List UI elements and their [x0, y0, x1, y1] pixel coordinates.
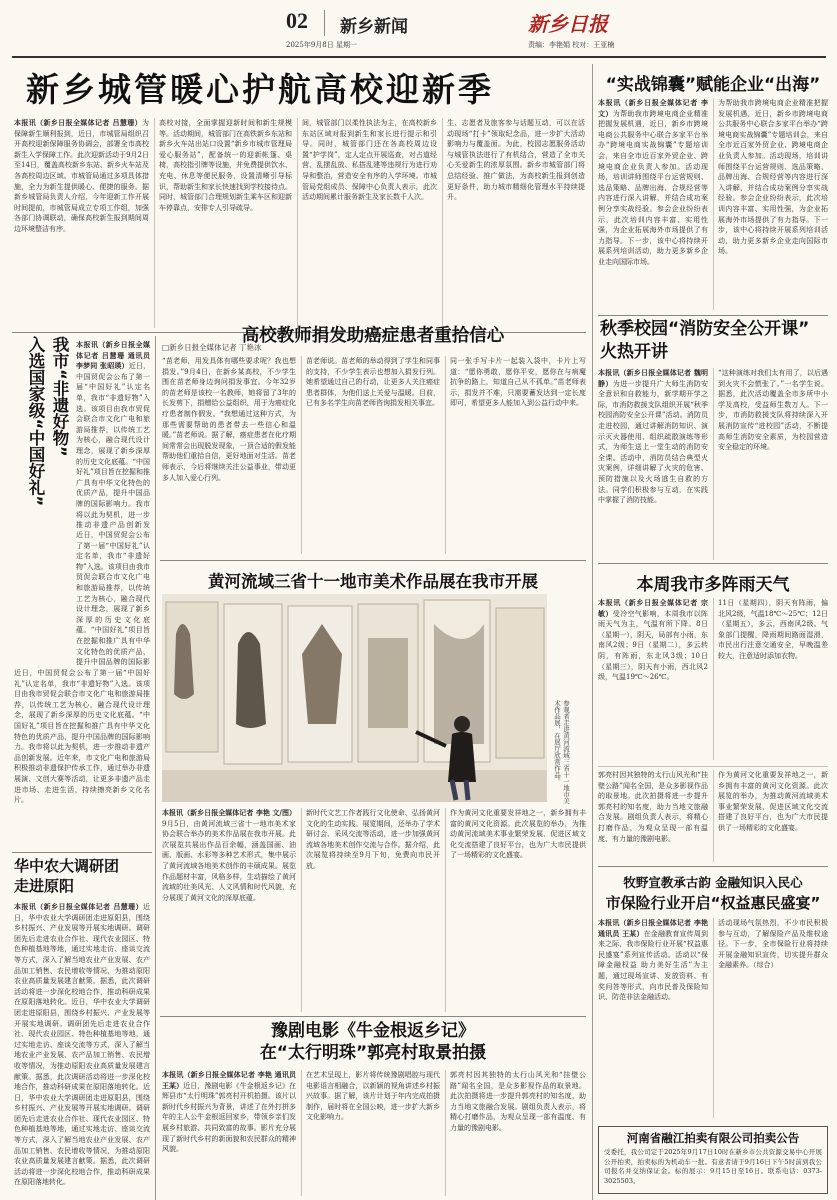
safety-headline-line-2: 火热开讲	[600, 342, 668, 362]
section-rule	[598, 866, 828, 867]
photo-caption: 参观者走进黄河流域三省十一地市美术作品展，在展厅欣赏作品。	[553, 700, 570, 804]
cancer-headline: 高校教师捐发助癌症患者重拾信心	[241, 326, 505, 346]
page-number: 02	[286, 8, 308, 33]
safety-byline: 本报讯（新乡日报全媒体记者 魏明静）	[598, 368, 708, 388]
safety-headline-line-1: 秋季校园“消防安全公开课”	[600, 319, 810, 339]
masthead	[0, 0, 837, 62]
intangible-col-3: 近日，中国贸促会公布了第一届“中国好礼”认定名单，我市“非遗好物”入选。该项目由我市贸促会联合市文化广电和旅游局推荐，以传统工艺为核心，融合现代设计理念，展现了新乡深厚的历史文化底蕴。“中国好礼”项目旨在挖掘和推广具有中华文化特色的优质产品，提升中国品牌的国际影响力。我市将以此为契机，进一步推动非遗产品创新发展。近年来，市文化广电和旅游局积极推动非遗保护传承工作，通过举办非遗展演、文创大赛等活动，让更多非遗产品走进市场、走进生活，持续擦亮新乡文化名片。	[14, 669, 150, 805]
huanong-body: 本报讯（新乡日报全媒体记者 吕慧珊）近日，华中农业大学调研团走进原阳县，围绕乡村振兴、产业发展等开展实地调研。调研团先后走进农业合作社、现代农业园区、特色种植基地等地，通过实地走访、座谈交流等方式，深入了解当地农业产业发展、农产品加工销售、农民增收等情况，为推动原阳农业高质量发展建言献策。据悉，此次调研活动将进一步深化校地合作，推动科研成果在原阳落地转化。近日，华中农业大学调研团走进原阳县，围绕乡村振兴、产业发展等开展实地调研。调研团先后走进农业合作社、现代农业园区、特色种植基地等地，通过实地走访、座谈交流等方式，深入了解当地农业产业发展、农产品加工销售、农民增收等情况，为推动原阳农业高质量发展建言献策。据悉，此次调研活动将进一步深化校地合作，推动科研成果在原阳落地转化。近日，华中农业大学调研团走进原阳县，围绕乡村振兴、产业发展等开展实地调研。调研团先后走进农业合作社、现代农业园区、特色种植基地等地，通过实地走访、座谈交流等方式，深入了解当地农业产业发展、农产品加工销售、农民增收等情况，为推动原阳农业高质量发展建言献策。据悉，此次调研活动将进一步深化校地合作，推动科研成果在原阳落地转化。	[14, 902, 150, 1187]
cancer-col-2: 苗老师说。苗老师的举动得到了学生和同事的支持，不少学生表示也想加入捐发行列。她希望通过自己的行动，让更多人关注癌症患者群体，为他们送上关爱与温暖。目前，已有多名学生向苗老师咨询捐发相关事宜。	[306, 357, 440, 408]
exhibition-photo	[162, 594, 547, 802]
section-rule	[598, 766, 828, 767]
drama-headline-line-1: 豫剧电影《牛金根返乡记》	[271, 1021, 475, 1041]
lead-headline: 新乡城管暖心护航高校迎新季	[26, 70, 494, 109]
intangible-headline-line-2: 入选国家级“中国好礼”	[26, 336, 45, 507]
drama-col-1: 本报讯（新乡日报全媒体记者 李艳 通讯员 王某）近日，豫剧电影《牛金根返乡记》在辉县市“太行明珠”郭亮村开机拍摄。该片以新时代乡村振兴为背景，讲述了在外打拼多年的主人公牛金根返回家乡，带领乡亲们发展乡村旅游、共同致富的故事。影片充分展现了新时代乡村的新面貌和农民群众的精神风貌。	[162, 1070, 296, 1154]
drama-byline: 本报讯（新乡日报全媒体记者 李艳 通讯员 王某）	[162, 1070, 296, 1090]
huanong-byline: 本报讯（新乡日报全媒体记者 吕慧珊）	[14, 902, 143, 911]
auction-notice	[598, 1126, 828, 1194]
section-title: 新乡新闻	[340, 17, 408, 37]
consumer-col-1: 本报讯（新乡日报全媒体记者 李文）为帮助我市跨境电商企业精准把握发展机遇，近日，新乡市跨境电商公共服务中心联合多家平台举办“跨境电商实战锦囊”专题培训会，来自全市近百家外贸企业、跨境电商企业负责人参加。活动现场，培训讲师围绕平台运营规则、选品策略、品牌出海、合规经营等内容进行深入讲解，并结合成功案例分享实战经验。参会企业纷纷表示，此次培训内容丰富、实用性强，为企业拓展海外市场提供了有力指导。下一步，该中心将持续开展系列培训活动，助力更多新乡企业走向国际市场。	[598, 98, 708, 266]
lead-col-4: 生、志愿者及旅客参与话题互动，可以在活动现场“打卡”领取纪念品，进一步扩大活动影响力与覆盖面。为此，校园志愿服务活动与城管执法进行了有机结合，营造了全市关心关爱新生的浓厚氛围。新乡市城管部门将总结经验、推广做法，为高校新生报到创造更好条件，助力城市精细化管理水平持续提升。	[447, 119, 585, 202]
financial-headline-line-2: 市保险行业开启“权益惠民盛宴”	[605, 894, 821, 912]
huanong-headline-line-1: 华中农大调研团	[14, 857, 120, 875]
consumer-headline: “实战锦囊”赋能企业“出海”	[605, 75, 821, 95]
intangible-headline-line-1: 我市“非遗好物”	[50, 336, 69, 457]
art-col-3: 作为黄河文化重要发祥地之一，新乡拥有丰富的黄河文化资源。此次展览的举办，为推动黄河流域美术事业繁荣发展、促进区域文化交流搭建了良好平台，也为广大市民提供了一场精彩的文化盛宴。	[450, 809, 586, 860]
editor-line: 责编：李艳娟 校对：王亚楠	[528, 41, 615, 49]
safety-col-1: 本报讯（新乡日报全媒体记者 魏明静）为进一步提升广大师生消防安全意识和自救能力，新学期开学之际，市消防救援支队组织开展“秋季校园消防安全公开课”活动。消防员走进校园，通过讲解消防知识、演示灭火器使用、组织疏散演练等形式，为师生送上一堂生动的消防安全课。活动中，消防员结合典型火灾案例，详细讲解了火灾的危害、预防措施以及火场逃生自救的方法。同学们积极参与互动，在实践中掌握了消防技能。	[598, 368, 708, 505]
column-rule	[713, 770, 714, 862]
intangible-byline: 本报讯（新乡日报全媒体记者 吕慧珊 通讯员 李梦同 张昭瑛）	[76, 340, 150, 371]
column-rule	[442, 118, 443, 328]
header-rule	[12, 56, 826, 58]
column-rule	[445, 808, 446, 1012]
art-col-2: 新时代文艺工作者践行文化使命、弘扬黄河文化的生动实践。展览期间，还举办了学术研讨会、采风交流等活动，进一步加强黄河流域各地美术创作交流与合作。据介绍，此次展览将持续至9月下旬，免费向市民开放。	[306, 809, 440, 870]
intangible-col-2: 近日，中国贸促会公布了第一届“中国好礼”认定名单，我市“非遗好物”入选。该项目由我市贸促会联合市文化广电和旅游局推荐，以传统工艺为核心，融合现代设计理念，展现了新乡深厚的历史文化底蕴。“中国好礼”项目旨在挖掘和推广具有中华文化特色的优质产品，提升中国品牌的国际影	[76, 531, 150, 667]
column-rule	[301, 1070, 302, 1196]
weather-col-1: 本报讯（新乡日报全媒体记者 宗敏）受冷空气影响，本周我市以阵雨天气为主，气温有所下降。8日（星期一），阴天，局部有小雨，东南风2级；9日（星期二），多云转阴，有阵雨，东北风3级；10日（星期三），阴天有小雨，西北风2级，气温19℃～26℃。	[598, 598, 708, 682]
lead-col-3: 间，城管部门以柔性执法为主，在高校新乡东站区域对报到新生和家长进行提示和引导。同时，城管部门还在各高校周边设置“护学岗”，定人定点开展巡查，对占道经营、乱摆乱放、私搭乱建等违规行为进行劝导和整治，营造安全有序的入学环境。市城管局党组成员、保障中心负责人表示，此次活动期间累计服务新生及家长数千人次。	[302, 119, 437, 202]
cancer-col-3: 同一张手写卡片一起装入袋中，卡片上写道：“愿你勇敢，愿你平安，愿你在与病魔抗争的路上，知道自己从不孤单。”苗老师表示，捐发并不难，只需要蓄发达到一定长度即可，希望更多人能加入到公益行动中来。	[450, 357, 586, 408]
section-rule	[160, 1016, 586, 1017]
drama-headline	[160, 1020, 586, 1064]
header-divider	[324, 10, 325, 36]
column-rule	[713, 98, 714, 310]
column-rule	[713, 918, 714, 1118]
auction-title: 河南省融江拍卖有限公司拍卖公告	[626, 1131, 800, 1145]
lead-col-2: 高校对接，全面掌握迎新时间和新生规模等。活动期间，城管部门在高铁新乡东站和新乡火车站出站口设置“新乡市城市管理局爱心服务站”，配备统一的迎新帐篷、桌椅，高校指引牌等设施，并免费提供饮水、充电、休息等便民服务，设置清晰引导标识，帮助新生和家长快速找到学校接待点。同时，城管部门合理规划新生乘车区和迎新车停靠点，安排专人引导疏导。	[159, 119, 292, 212]
column-rule	[445, 1070, 446, 1196]
column-rule	[155, 336, 156, 1200]
intangible-col-1: 本报讯（新乡日报全媒体记者 吕慧珊 通讯员 李梦同 张昭瑛）近日，中国贸促会公布了第一届“中国好礼”认定名单，我市“非遗好物”入选。该项目由我市贸促会联合市文化广电和旅游局推荐，以传统工艺为核心，融合现代设计理念，展现了新乡深厚的历史文化底蕴。“中国好礼”项目旨在挖掘和推广具有中华文化特色的优质产品，提升中国品牌的国际影响力。我市将以此为契机，进一步推动非遗产品创新发	[76, 340, 150, 530]
right-column-rule	[592, 64, 593, 1200]
column-rule	[297, 118, 298, 328]
financial-headline-line-1: 牧野宣教承古韵 金融知识入民心	[623, 875, 803, 890]
continuation-col-2: 作为黄河文化重要发祥地之一，新乡拥有丰富的黄河文化资源。此次展览的举办，为推动黄河流域美术事业繁荣发展、促进区域文化交流搭建了良好平台，也为广大市民提供了一场精彩的文化盛宴。	[718, 771, 828, 832]
column-rule	[154, 118, 155, 328]
continuation-col-1: 郭亮村因其独特的太行山风光和“挂壁公路”闻名全国，是众多影视作品的取景地。此次拍摄将进一步提升郭亮村的知名度，助力当地文旅融合发展。剧组负责人表示，将精心打磨作品，为观众呈现一部有温度、有力量的豫剧电影。	[598, 771, 708, 843]
huanong-headline-line-2: 走进原阳	[14, 877, 75, 895]
column-rule	[301, 356, 302, 554]
safety-col-2: “这种演练对我们太有用了，以后遇到火灾不会慌张了。”一名学生说。据悉，此次活动覆盖全市多所中小学及高校，受益师生数万人。下一步，市消防救援支队将持续深入开展消防宣传“进校园”活动，不断提高师生消防安全素质，为校园营造安全稳定的环境。	[718, 369, 828, 452]
art-headline: 黄河流域三省十一地市美术作品展在我市开展	[208, 572, 538, 591]
financial-byline: 本报讯（新乡日报全媒体记者 李艳 通讯员 王某）	[598, 918, 708, 938]
column-rule	[713, 598, 714, 760]
huanong-headline	[14, 856, 152, 896]
date-line: 2025年9月8日 星期一	[286, 41, 357, 49]
consumer-col-2: 为帮助我市跨境电商企业精准把握发展机遇，近日，新乡市跨境电商公共服务中心联合多家平台举办“跨境电商实战锦囊”专题培训会，来自全市近百家外贸企业、跨境电商企业负责人参加。活动现场，培训讲师围绕平台运营规则、选品策略、品牌出海、合规经营等内容进行深入讲解，并结合成功案例分享实战经验。参会企业纷纷表示，此次培训内容丰富、实用性强，为企业拓展海外市场提供了有力指导。下一步，该中心将持续开展系列培训活动，助力更多新乡企业走向国际市场。	[718, 99, 828, 256]
cancer-byline: □新乡日报全媒体记者 丁艳冰	[162, 343, 262, 352]
drama-headline-line-2: 在“太行明珠”郭亮村取景拍摄	[259, 1043, 487, 1063]
weather-byline: 本报讯（新乡日报全媒体记者 宗敏）	[598, 598, 708, 618]
drama-col-3: 郭亮村因其独特的太行山风光和“挂壁公路”闻名全国，是众多影视作品的取景地。此次拍摄将进一步提升郭亮村的知名度，助力当地文旅融合发展。剧组负责人表示，将精心打磨作品，为观众呈现一部有温度、有力量的豫剧电影。	[450, 1071, 586, 1132]
financial-col-2: 活动现场气氛热烈，不少市民积极参与互动，了解保险产品及维权途径。下一步，全市保险行业将持续开展金融知识宣传，切实提升群众金融素养。（综合）	[718, 919, 828, 970]
financial-headline	[600, 872, 826, 914]
lead-col-1: 本报讯（新乡日报全媒体记者 吕慧珊）为保障新生顺利报到，近日，市城管局组织召开高校迎新保障服务协调会，部署全市高校新生入学保障工作。此次迎新活动于9月2日至14日，覆盖高校新乡东站、新乡火车站及各高校周边区域。市城管局通过多项具体措施，全力为新生提供暖心、便捷的服务。据新乡城管局负责人介绍，今年迎新工作开展时间提前，市城管局成立专项工作组，加强各部门协调联动，确保高校新生报到期间周边环境整洁有序。	[14, 118, 149, 233]
lead-byline: 本报讯（新乡日报全媒体记者 吕慧珊）	[14, 118, 142, 127]
intangible-headline	[12, 336, 70, 576]
column-rule	[713, 368, 714, 560]
section-rule	[12, 852, 152, 853]
financial-col-1: 本报讯（新乡日报全媒体记者 李艳 通讯员 王某）在金融教育宣传周到来之际，我市保险行业开展“权益惠民盛宴”系列宣传活动。活动以“保障金融权益 助力美好生活”为主题，通过现场宣讲、发放资料、有奖问答等形式，向市民普及保险知识、防范非法金融活动。	[598, 918, 708, 1002]
weather-headline: 本周我市多阵雨天气	[636, 575, 790, 595]
consumer-byline: 本报讯（新乡日报全媒体记者 李文）	[598, 98, 708, 118]
exhibition-photo-illustration	[162, 594, 547, 802]
section-rule	[598, 315, 828, 316]
section-rule	[598, 563, 828, 564]
art-byline: 本报讯（新乡日报全媒体记者 李艳 文/图）	[162, 808, 296, 817]
cancer-col-1: “苗老师，用发具体有哪些要求呢？我也想捐发。”9月4日，在新乡某高校，不少学生围在苗老师身边询问捐发事宜。今年32岁的苗老师是该校一名教师，她将留了3年的长发剪下，捐赠给公益组织，用于为癌症化疗患者制作假发。“我想通过这种方式，为那些需要帮助的患者带去一些信心和温暖。”苗老师说。据了解，癌症患者在化疗期间常常会出现脱发现象，一顶合适的假发能帮助他们重拾自信，更好地面对生活。苗老师表示，今后将继续关注公益事业，带动更多人加入爱心行列。	[162, 357, 296, 482]
drama-col-2: 在艺术呈现上，影片将传统豫剧唱腔与现代电影语言相融合，以新颖的视角讲述乡村振兴故事。据了解，该片计划于年内完成拍摄制作，届时将在全国公映，进一步扩大新乡文化影响力。	[306, 1071, 440, 1122]
art-col-1: 本报讯（新乡日报全媒体记者 李艳 文/图）9月5日，由黄河流域三省十一地市美术家协会联合举办的美术作品展在我市开展。此次展览共展出作品百余幅，涵盖国画、油画、版画、水彩等多种艺术形式，集中展示了黄河流域各地美术创作的丰硕成果。展览作品题材丰富，风格多样，生动描绘了黄河流域的壮美风光、人文风情和时代风貌，充分展现了黄河文化的深厚底蕴。	[162, 808, 296, 902]
safety-headline	[600, 318, 826, 364]
column-rule	[445, 356, 446, 554]
paper-logo: 新乡日报	[528, 12, 608, 36]
column-rule	[301, 808, 302, 1012]
section-rule	[160, 560, 586, 561]
auction-text: 受委托，我公司定于2025年9月17日10时在新乡市公共资源交易中心开展公开拍卖，拍卖标的为机动车一批。有意者请于9月16日下午5时前到我公司报名并交纳保证金。标的展示：9月15日至16日。联系电话：0373-3025503。	[604, 1148, 822, 1185]
weather-col-2: 11日（星期四），阴天有阵雨，偏北风2级，气温18℃～25℃；12日（星期五），多云，西南风2级。气象部门提醒，降雨期间路面湿滑，市民出行注意交通安全，早晚温差较大，注意适时添加衣物。	[718, 599, 828, 660]
